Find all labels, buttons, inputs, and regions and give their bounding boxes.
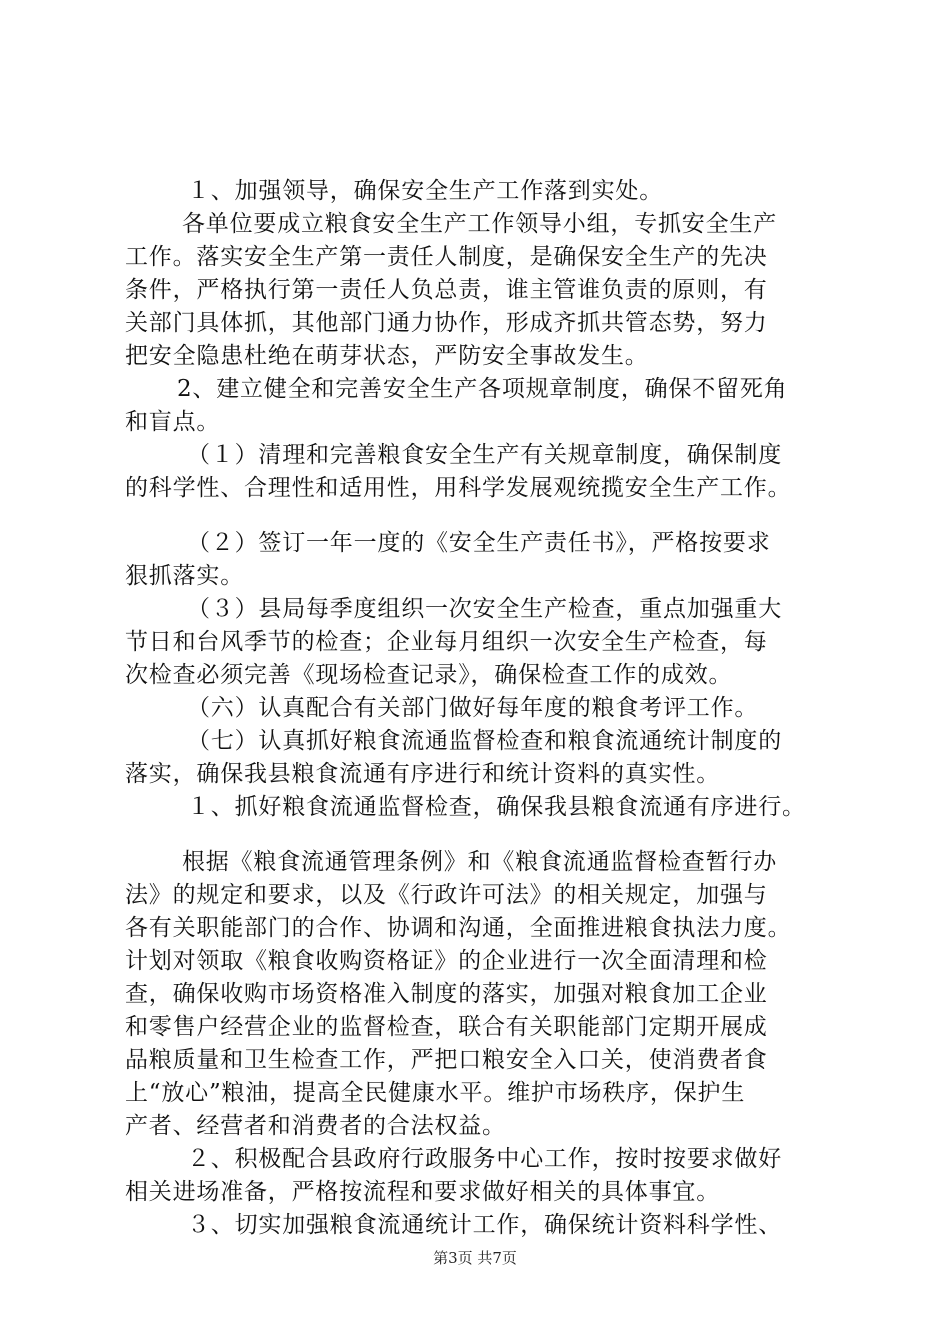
text-line: 品粮质量和卫生检查工作，严把口粮安全入口关，使消费者食: [125, 1047, 768, 1073]
text-line: （七）认真抓好粮食流通监督检查和粮食流通统计制度的: [187, 728, 782, 754]
text-line: 法》的规定和要求，以及《行政许可法》的相关规定，加强与: [125, 882, 768, 908]
text-line: （１）清理和完善粮食安全生产有关规章制度，确保制度: [187, 442, 782, 468]
text-line: 节日和台风季节的检查；企业每月组织一次安全生产检查，每: [125, 629, 768, 655]
page-number-footer: 第3页 共7页: [433, 1249, 517, 1267]
text-line: 和盲点。: [125, 409, 221, 435]
text-line: 根据《粮食流通管理条例》和《粮食流通监督检查暂行办: [182, 849, 777, 875]
text-line: （六）认真配合有关部门做好每年度的粮食考评工作。: [187, 695, 759, 721]
text-line: 关部门具体抓，其他部门通力协作，形成齐抓共管态势，努力: [125, 310, 768, 336]
text-line: １、抓好粮食流通监督检查，确保我县粮食流通有序进行。: [187, 794, 806, 820]
text-line: 工作。落实安全生产第一责任人制度，是确保安全生产的先决: [125, 244, 768, 270]
text-line: 和零售户经营企业的监督检查，联合有关职能部门定期开展成: [125, 1014, 768, 1040]
text-line: 各有关职能部门的合作、协调和沟通，全面推进粮食执法力度。: [125, 915, 792, 941]
text-line: 次检查必须完善《现场检查记录》，确保检查工作的成效。: [125, 662, 733, 688]
text-line: （２）签订一年一度的《安全生产责任书》，严格按要求: [187, 530, 771, 556]
text-line: ２、积极配合县政府行政服务中心工作，按时按要求做好: [187, 1146, 782, 1172]
text-line: 的科学性、合理性和适用性，用科学发展观统揽安全生产工作。: [125, 475, 792, 501]
text-line: 落实，确保我县粮食流通有序进行和统计资料的真实性。: [125, 761, 720, 787]
text-line: 查，确保收购市场资格准入制度的落实，加强对粮食加工企业: [125, 981, 768, 1007]
text-line: 上“放心”粮油，提高全民健康水平。维护市场秩序，保护生: [125, 1080, 746, 1106]
text-line: 狠抓落实。: [125, 563, 244, 589]
text-line: ３、切实加强粮食流通统计工作，确保统计资料科学性、: [187, 1212, 782, 1238]
text-line: （３）县局每季度组织一次安全生产检查，重点加强重大: [187, 596, 782, 622]
text-line: 相关进场准备，严格按流程和要求做好相关的具体事宜。: [125, 1179, 720, 1205]
text-line: １、加强领导，确保安全生产工作落到实处。: [187, 178, 663, 204]
text-line: 产者、经营者和消费者的合法权益。: [125, 1113, 506, 1139]
text-line: 把安全隐患杜绝在萌芽状态，严防安全事故发生。: [125, 343, 649, 369]
text-line: 2、建立健全和完善安全生产各项规章制度，确保不留死角: [177, 376, 788, 402]
text-line: 计划对领取《粮食收购资格证》的企业进行一次全面清理和检: [125, 948, 768, 974]
text-line: 条件，严格执行第一责任人负总责，谁主管谁负责的原则，有: [125, 277, 768, 303]
text-line: 各单位要成立粮食安全生产工作领导小组，专抓安全生产: [182, 211, 777, 237]
